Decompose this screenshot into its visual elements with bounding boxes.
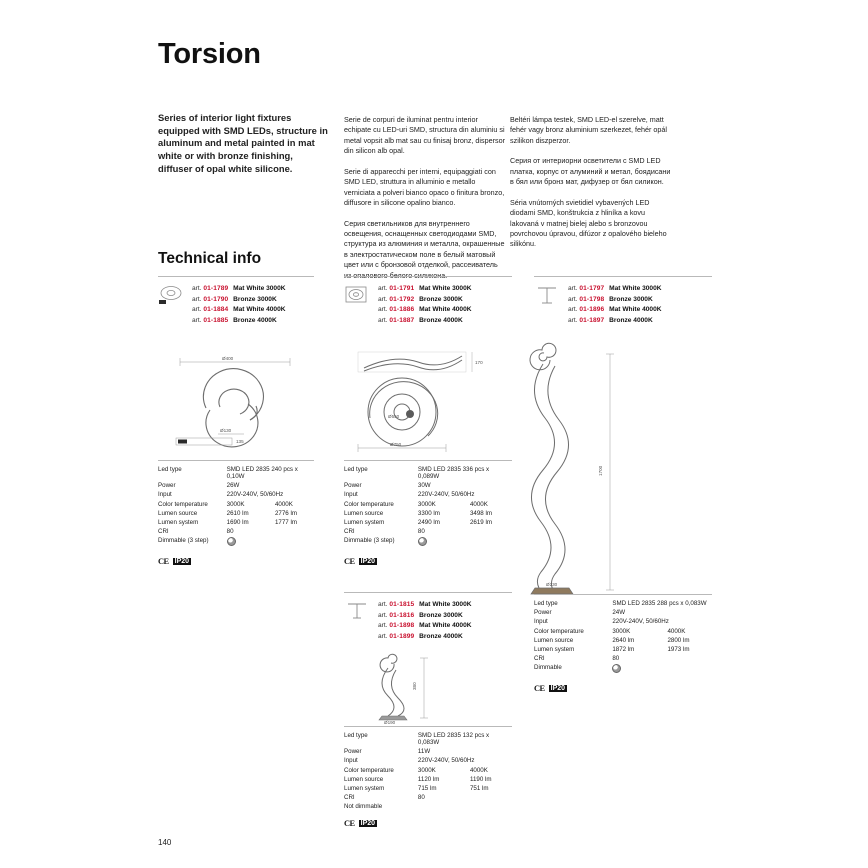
spec-value: SMD LED 2835 336 pcs x 0,089W	[417, 466, 490, 481]
article-row	[378, 316, 472, 327]
spec-value-4000k: 2619 lm	[469, 519, 492, 527]
spec-key: Lumen system	[158, 519, 199, 527]
article-row	[378, 305, 472, 316]
spec-row	[534, 636, 712, 645]
spec-key: Power	[534, 609, 552, 617]
spec-value: 80	[612, 655, 620, 663]
spec-row	[344, 509, 512, 518]
intro-column-3	[510, 115, 672, 260]
article-row	[568, 295, 662, 306]
dimmable-icon	[418, 537, 427, 546]
spec-key: CRI	[344, 528, 355, 536]
dimmable-indicator	[612, 663, 712, 676]
spec-row	[158, 500, 314, 509]
spec-value: 220V-240V, 50/60Hz	[417, 491, 475, 499]
ce-mark: CE	[344, 818, 355, 828]
article-code: 01-1898	[389, 622, 415, 630]
spec-value-3000k: 3000K	[417, 500, 436, 508]
spec-key-dimmable: Dimmable (3 step)	[344, 537, 395, 545]
article-name: Mat White 3000K	[609, 285, 662, 292]
article-label: art.	[192, 306, 202, 314]
article-code: 01-1897	[579, 317, 605, 325]
spec-key: Lumen source	[158, 509, 198, 517]
technical-info-heading: Technical info	[158, 250, 262, 267]
spec-row	[534, 599, 712, 608]
spec-value-3000k: 3000K	[226, 500, 245, 508]
article-name: Mat White 4000K	[419, 306, 472, 314]
article-row	[378, 632, 472, 643]
spec-table-1	[158, 460, 314, 566]
article-row	[192, 316, 286, 327]
article-list-2	[378, 284, 472, 327]
spec-row	[344, 793, 512, 802]
intro-col3-p3: Séria vnútorných svietidiel vybavených LED diodami SMD, konštrukcia z hliníka a kovu lakovaná v matnej bielej alebo s bronzovou povrchovou úpravou, difúzor z opalového bieleho silikónu.	[510, 197, 667, 249]
dimension-label-d2: Ø230	[546, 582, 558, 587]
spec-key: Color temperature	[344, 500, 394, 508]
spec-table-4	[344, 726, 512, 828]
article-label: art.	[568, 317, 578, 325]
ip-rating-badge: IP20	[550, 684, 566, 692]
spec-key-dimmable: Not dimmable	[344, 803, 383, 811]
spec-row	[344, 465, 512, 481]
article-label: art.	[568, 295, 578, 303]
certification-row-4	[344, 819, 512, 828]
article-name: Bronze 4000K	[609, 317, 653, 325]
spec-value-4000k: 3498 lm	[469, 509, 492, 517]
spec-row	[344, 731, 512, 747]
spec-value-4000k: 4000K	[469, 766, 488, 774]
spec-key: Color temperature	[158, 500, 208, 508]
spec-row	[534, 645, 712, 654]
spec-key: Power	[344, 482, 362, 490]
article-label: art.	[192, 295, 202, 303]
spec-value-4000k: 751 lm	[469, 785, 489, 793]
certification-row-3	[534, 684, 712, 693]
dimension-label-d1: Ø750	[390, 442, 402, 447]
spec-value-4000k: 2800 lm	[667, 636, 690, 644]
spec-value-4000k: 1973 lm	[667, 646, 690, 654]
divider	[158, 460, 314, 461]
spec-row	[158, 518, 314, 527]
article-code: 01-1884	[203, 306, 229, 314]
product-block-01-1815	[344, 592, 512, 643]
spec-value-3000k: 1690 lm	[226, 519, 249, 527]
spec-value: SMD LED 2835 132 pcs x 0,083W	[417, 732, 490, 747]
spec-key: Power	[158, 482, 176, 490]
dimension-label-d2: Ø130	[220, 428, 232, 433]
article-name: Mat White 3000K	[419, 285, 472, 292]
spec-value-4000k: 2776 lm	[274, 509, 297, 517]
divider	[344, 460, 512, 461]
spec-value: SMD LED 2835 240 pcs x 0,10W	[226, 466, 298, 481]
article-name: Mat White 3000K	[419, 601, 472, 608]
spec-value-3000k: 1872 lm	[612, 646, 635, 654]
article-name: Mat White 4000K	[609, 306, 662, 314]
article-row	[378, 611, 472, 622]
spec-row	[158, 481, 314, 490]
spec-value-3000k: 2490 lm	[417, 519, 440, 527]
product-drawing-1	[158, 352, 318, 457]
article-row	[378, 600, 472, 611]
intro-lead-text: Series of interior light fixtures equipped with SMD LEDs, structure in aluminum and metal painted in mat white or with bronze finishing, diffuser of opal white silicone.	[158, 112, 328, 174]
page-number: 140	[158, 838, 172, 847]
product-drawing-3	[510, 336, 670, 603]
spec-row	[534, 608, 712, 617]
certification-row-2	[344, 557, 512, 566]
spec-row	[344, 500, 512, 509]
article-code: 01-1798	[579, 295, 605, 303]
article-code: 01-1896	[579, 306, 605, 314]
spec-value-3000k: 2610 lm	[226, 509, 249, 517]
product-block-01-1791	[344, 276, 512, 327]
article-list-1	[192, 284, 286, 327]
spec-key: Led type	[344, 466, 368, 474]
article-code: 01-1886	[389, 306, 415, 314]
dimension-label-d1: Ø400	[222, 356, 234, 361]
ip-rating-badge: IP20	[360, 819, 376, 827]
spec-value: 11W	[417, 748, 431, 756]
article-row	[568, 305, 662, 316]
article-name: Bronze 4000K	[419, 317, 463, 325]
product-drawing-4	[344, 650, 504, 731]
dimmable-indicator	[227, 536, 314, 549]
spec-row	[534, 663, 712, 676]
spec-row	[344, 766, 512, 775]
dimmable-icon	[612, 664, 621, 673]
article-name: Bronze 3000K	[419, 295, 463, 303]
spec-row	[534, 617, 712, 626]
article-code: 01-1790	[203, 295, 229, 303]
article-list-3	[568, 284, 662, 327]
article-name: Bronze 3000K	[609, 295, 653, 303]
spec-row	[344, 802, 512, 811]
intro-col3-p2: Серия от интериорни осветители с SMD LED платка, корпус от алуминий и метал, боядисани в бял или бронз мат, дифузер от бял силикон.	[510, 156, 671, 187]
spec-value-3000k: 1120 lm	[417, 775, 440, 783]
spec-value: 26W	[226, 482, 240, 490]
product-block-01-1789	[158, 276, 314, 327]
article-label: art.	[378, 317, 388, 325]
spec-value: SMD LED 2835 288 pcs x 0,083W	[612, 600, 707, 608]
article-code: 01-1899	[389, 633, 415, 641]
article-label: art.	[568, 285, 578, 292]
spec-value: 220V-240V, 50/60Hz	[226, 491, 284, 499]
spec-value: 220V-240V, 50/60Hz	[612, 618, 669, 626]
spec-key: Lumen system	[534, 646, 575, 654]
spec-value-3000k: 715 lm	[417, 785, 437, 793]
page-title: Torsion	[158, 38, 261, 70]
spec-key: CRI	[534, 655, 545, 663]
article-code: 01-1885	[203, 317, 229, 325]
article-row	[192, 295, 286, 306]
ce-mark: CE	[158, 556, 169, 566]
article-label: art.	[378, 285, 388, 292]
spec-value: 80	[417, 794, 425, 802]
spec-key-dimmable: Dimmable (3 step)	[158, 537, 209, 545]
spec-key: Lumen source	[344, 509, 384, 517]
article-code: 01-1789	[203, 285, 229, 292]
product-drawing-2	[344, 340, 514, 463]
spec-row	[534, 627, 712, 636]
article-label: art.	[568, 306, 578, 314]
article-name: Mat White 4000K	[419, 622, 472, 630]
spec-row	[344, 784, 512, 793]
article-row	[192, 284, 286, 295]
spec-row	[158, 536, 314, 549]
spec-row	[344, 775, 512, 784]
spec-row	[158, 490, 314, 499]
spec-row	[344, 490, 512, 499]
article-code: 01-1887	[389, 317, 415, 325]
ce-mark: CE	[534, 683, 545, 693]
spec-row	[344, 481, 512, 490]
spec-key: Input	[344, 757, 358, 765]
product-thumbnail-4	[344, 600, 370, 622]
spec-value: 80	[226, 528, 234, 536]
spec-key: Power	[344, 748, 362, 756]
article-label: art.	[378, 295, 388, 303]
article-row	[568, 284, 662, 295]
spec-row	[344, 756, 512, 765]
spec-row	[158, 465, 314, 481]
article-label: art.	[378, 306, 388, 314]
intro-column-2	[344, 115, 506, 291]
article-name: Mat White 4000K	[233, 306, 286, 314]
article-label: art.	[378, 622, 388, 630]
spec-key: Lumen source	[344, 775, 384, 783]
spec-key: Lumen system	[344, 785, 385, 793]
intro-col2-p3: Серия светильников для внутреннего освещения, оснащенных светодиодами SMD, структура из алюминия и металла, окрашенные в электростатическом поле в белый матовый цвет или с бронзовой отделкой, рассеиватель из опалового белого силикона.	[344, 218, 505, 280]
article-label: art.	[378, 633, 388, 641]
ce-mark: CE	[344, 556, 355, 566]
article-label: art.	[378, 611, 388, 619]
spec-value-3000k: 3000K	[612, 627, 631, 635]
spec-row	[344, 527, 512, 536]
spec-row	[344, 518, 512, 527]
intro-col3-p1: Beltéri lámpa testek, SMD LED-el szerelve, matt fehér vagy bronz aluminium szerkezet, fehér opál szilikon diszperzor.	[510, 115, 668, 145]
intro-col2-p2: Serie di apparecchi per interni, equipaggiati con SMD LED, struttura in alluminio e metallo verniciata a polveri bianco opaco o finitura bronzo, diffusore in silicone opalino bianco.	[344, 166, 505, 208]
ip-rating-badge: IP20	[174, 557, 190, 565]
dimension-label-d2: Ø190	[384, 720, 396, 725]
article-label: art.	[192, 285, 202, 292]
intro-col2-p1: Serie de corpuri de iluminat pentru interior echipate cu LED-uri SMD, structura din aluminiu si metal vopsit alb mat sau cu finisaj bronz, dispersor din silicon alb opal.	[344, 115, 505, 156]
product-thumbnail-2	[344, 284, 370, 306]
article-label: art.	[192, 317, 202, 325]
spec-key: CRI	[344, 794, 355, 802]
product-thumbnail-3	[534, 284, 560, 306]
article-row	[378, 284, 472, 295]
spec-row	[534, 654, 712, 663]
article-name: Bronze 4000K	[233, 317, 277, 325]
spec-key: Color temperature	[534, 627, 584, 635]
spec-key: Input	[344, 491, 358, 499]
spec-key: Lumen source	[534, 636, 574, 644]
spec-value: 24W	[612, 609, 626, 617]
spec-value-4000k: 4000K	[274, 500, 293, 508]
article-name: Bronze 3000K	[233, 295, 277, 303]
spec-value: 30W	[417, 482, 431, 490]
spec-value: 220V-240V, 50/60Hz	[417, 757, 475, 765]
dimension-label-d1: 1700	[598, 465, 603, 476]
spec-value-4000k: 4000K	[469, 500, 488, 508]
spec-row	[344, 536, 512, 549]
divider	[534, 594, 712, 595]
article-row	[378, 621, 472, 632]
dimension-label-d3: 135	[236, 439, 244, 444]
spec-key: Lumen system	[344, 519, 385, 527]
dimension-label-d3: 170	[475, 360, 483, 365]
article-row	[192, 305, 286, 316]
spec-row	[158, 509, 314, 518]
spec-key: Led type	[158, 466, 182, 474]
article-list-4	[378, 600, 472, 643]
spec-value-3000k: 3300 lm	[417, 509, 440, 517]
article-label: art.	[378, 601, 388, 608]
product-block-01-1797	[534, 276, 712, 327]
spec-key: Led type	[534, 600, 558, 608]
spec-value-3000k: 2640 lm	[612, 636, 635, 644]
spec-value: 80	[417, 528, 425, 536]
spec-key: Input	[534, 618, 548, 626]
certification-row-1	[158, 557, 314, 566]
article-code: 01-1816	[389, 611, 415, 619]
article-code: 01-1791	[389, 285, 415, 292]
article-row	[378, 295, 472, 306]
article-name: Mat White 3000K	[233, 285, 286, 292]
spec-key-dimmable: Dimmable	[534, 664, 562, 672]
spec-key: Input	[158, 491, 172, 499]
spec-value-4000k: 1777 lm	[274, 519, 297, 527]
article-code: 01-1815	[389, 601, 415, 608]
ip-rating-badge: IP20	[360, 557, 376, 565]
spec-key: Color temperature	[344, 766, 394, 774]
spec-key: CRI	[158, 528, 169, 536]
spec-key: Led type	[344, 732, 368, 740]
dimension-label-d1: 380	[412, 682, 417, 690]
article-code: 01-1797	[579, 285, 605, 292]
spec-table-3	[534, 594, 712, 693]
spec-value-4000k: 4000K	[667, 627, 686, 635]
spec-row	[158, 527, 314, 536]
product-thumbnail-1	[158, 284, 184, 306]
dimmable-indicator	[418, 536, 512, 549]
article-name: Bronze 3000K	[419, 611, 463, 619]
divider	[344, 726, 512, 727]
spec-row	[344, 747, 512, 756]
dimmable-icon	[227, 537, 236, 546]
spec-value-4000k: 1190 lm	[469, 775, 492, 783]
article-code: 01-1792	[389, 295, 415, 303]
spec-value-3000k: 3000K	[417, 766, 436, 774]
article-name: Bronze 4000K	[419, 633, 463, 641]
article-row	[568, 316, 662, 327]
spec-table-2	[344, 460, 512, 566]
dimension-label-d2: Ø550	[388, 414, 400, 419]
